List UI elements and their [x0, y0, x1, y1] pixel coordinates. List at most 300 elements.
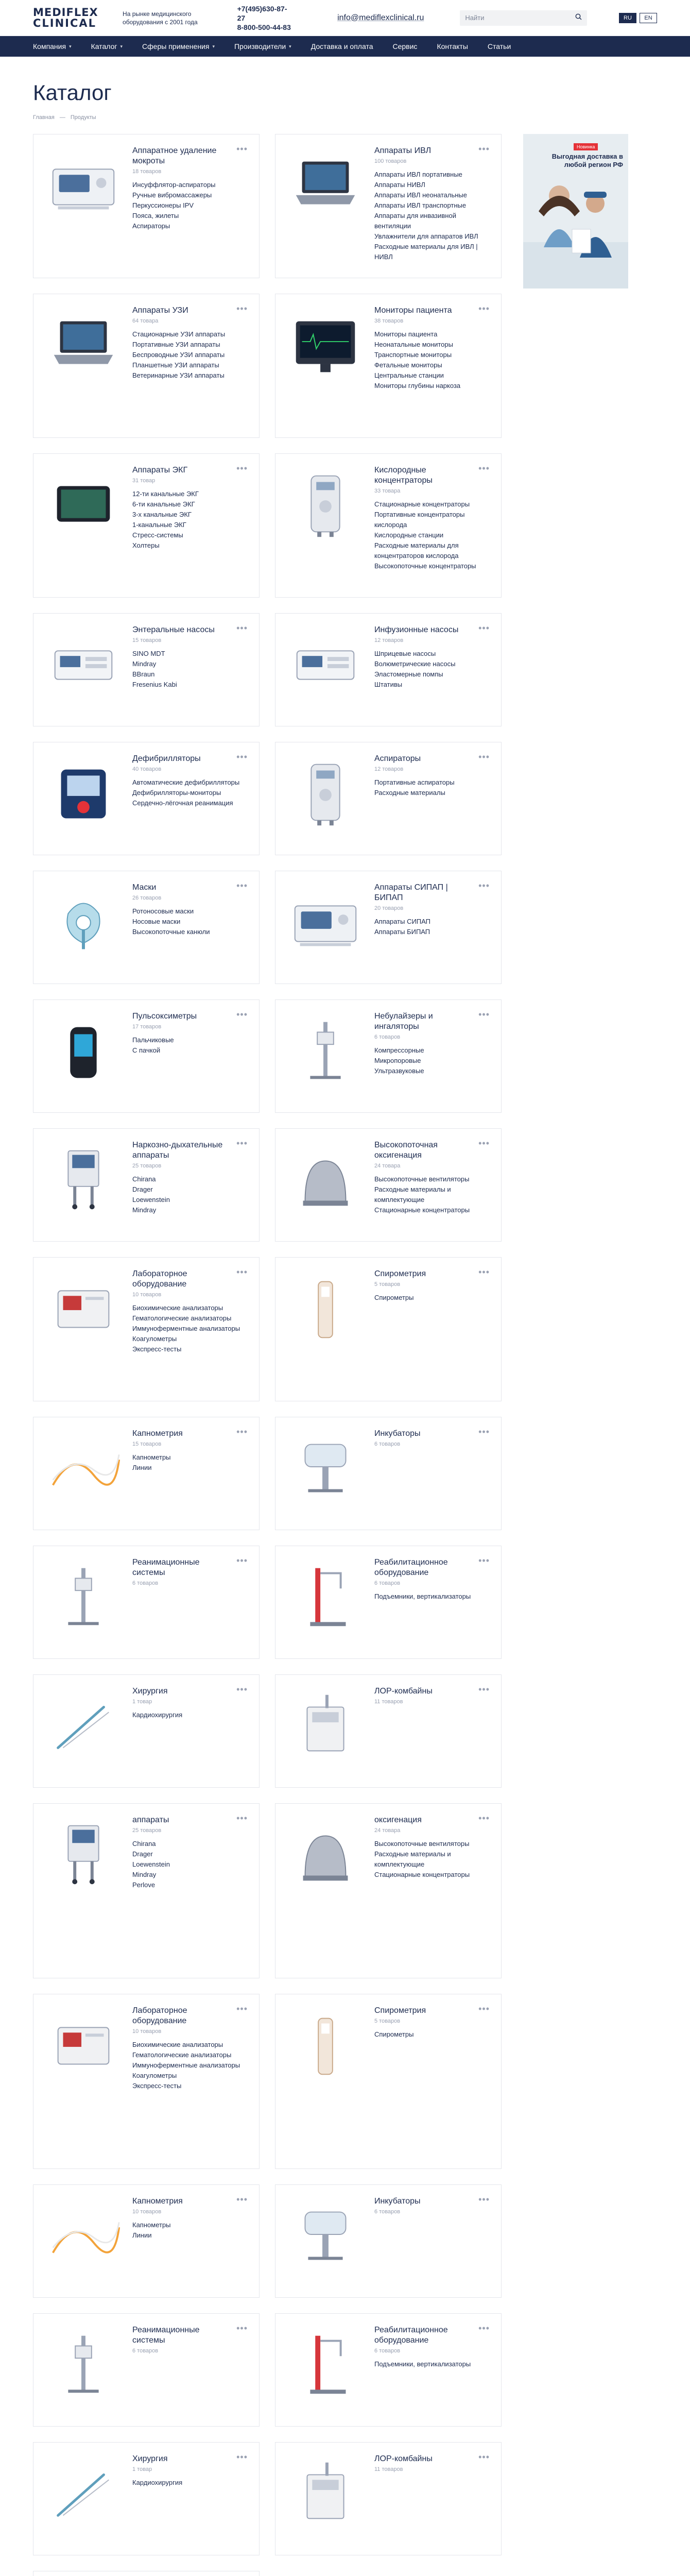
- more-options-icon[interactable]: •••: [236, 144, 248, 154]
- more-options-icon[interactable]: •••: [236, 623, 248, 633]
- category-card[interactable]: [275, 134, 502, 278]
- category-title[interactable]: аппараты: [132, 1816, 169, 1824]
- subcategory-link[interactable]: Высокопоточные концентраторы: [374, 562, 476, 570]
- subcategory-link[interactable]: Экспресс-тесты: [132, 1345, 182, 1353]
- subcategory-link[interactable]: Расходные материалы: [374, 789, 445, 796]
- subcategory-link[interactable]: Ротоносовые маски: [132, 907, 194, 915]
- category-title[interactable]: ЛОР-комбайны: [374, 1687, 433, 1696]
- category-title[interactable]: Инкубаторы: [374, 2197, 421, 2206]
- spirometer-icon[interactable]: [285, 1269, 366, 1346]
- category-card[interactable]: [33, 999, 260, 1113]
- subcategory-link[interactable]: Капнометры: [132, 1453, 171, 1461]
- category-card[interactable]: [33, 2442, 260, 2555]
- category-card[interactable]: [275, 1128, 502, 1242]
- subcategory-link[interactable]: Капнометры: [132, 2221, 171, 2229]
- category-title[interactable]: Капнометрия: [132, 2197, 183, 2206]
- more-options-icon[interactable]: •••: [236, 1684, 248, 1694]
- category-count: 24 товара: [374, 1163, 401, 1169]
- more-options-icon[interactable]: •••: [236, 303, 248, 314]
- subcategory-link[interactable]: Расходные материалы и комплектующие: [374, 1185, 451, 1204]
- category-card[interactable]: [33, 294, 260, 438]
- rehab-lift-icon[interactable]: [285, 1557, 366, 1635]
- category-title[interactable]: Реабилитационное оборудование: [374, 2326, 448, 2345]
- category-card[interactable]: [33, 613, 260, 726]
- subcategory-link[interactable]: Микропоровые: [374, 1057, 421, 1064]
- category-card[interactable]: [33, 2571, 260, 2576]
- category-count: 17 товаров: [132, 1024, 162, 1030]
- subcategory-link[interactable]: Перкуссионеры IPV: [132, 201, 194, 209]
- subcategory-link[interactable]: Loewenstein: [132, 1196, 170, 1204]
- subcategory-link[interactable]: Fresenius Kabi: [132, 681, 177, 688]
- category-card[interactable]: [33, 1546, 260, 1659]
- category-card[interactable]: [33, 1674, 260, 1788]
- incubator-icon[interactable]: [285, 2196, 366, 2274]
- subcategory-link[interactable]: Подъемники, вертикализаторы: [374, 1592, 471, 1600]
- more-options-icon[interactable]: •••: [478, 303, 490, 314]
- category-card[interactable]: [33, 1803, 260, 1978]
- category-title[interactable]: Спирометрия: [374, 2006, 426, 2015]
- subcategory-link[interactable]: Стационарные концентраторы: [374, 1206, 470, 1214]
- ent-unit-icon[interactable]: [285, 2454, 366, 2531]
- subcategory-link[interactable]: Стационарные концентраторы: [374, 500, 470, 508]
- subcategory-link[interactable]: Аспираторы: [132, 222, 170, 230]
- more-options-icon[interactable]: •••: [236, 2004, 248, 2014]
- subcategory-link[interactable]: Портативные концентраторы кислорода: [374, 511, 465, 529]
- subcategory-link[interactable]: Кислородные станции: [374, 531, 444, 539]
- surgery-icon[interactable]: [43, 1686, 124, 1764]
- category-count: 5 товаров: [374, 1281, 401, 1287]
- category-title[interactable]: Дефибрилляторы: [132, 754, 201, 763]
- subcategory-link[interactable]: Шприцевые насосы: [374, 650, 436, 657]
- lang-en-button[interactable]: EN: [640, 13, 657, 23]
- nav-item-label: Сферы применения: [142, 42, 210, 50]
- promo-banner[interactable]: [523, 134, 628, 289]
- category-card[interactable]: [275, 999, 502, 1113]
- chevron-down-icon: ▾: [120, 43, 123, 49]
- subcategory-list: [132, 1303, 250, 1354]
- category-title[interactable]: Наркозно-дыхательные аппараты: [132, 1141, 223, 1160]
- more-options-icon[interactable]: •••: [236, 880, 248, 891]
- category-title[interactable]: Капнометрия: [132, 1429, 183, 1438]
- subcategory-list: [374, 1045, 492, 1076]
- category-card[interactable]: [275, 871, 502, 984]
- category-title[interactable]: Аппаратное удаление мокроты: [132, 146, 217, 165]
- subcategory-link[interactable]: Холтеры: [132, 541, 160, 549]
- subcategory-link[interactable]: Инсуффлятор-аспираторы: [132, 181, 216, 189]
- more-options-icon[interactable]: •••: [478, 1138, 490, 1148]
- subcategory-link[interactable]: Пальчиковые: [132, 1036, 174, 1044]
- subcategory-link[interactable]: Центральные станции: [374, 371, 444, 379]
- category-card[interactable]: [33, 2184, 260, 2298]
- category-card[interactable]: [275, 1257, 502, 1401]
- category-title[interactable]: Реанимационные системы: [132, 2326, 200, 2345]
- category-card-body: [132, 306, 250, 426]
- category-card-body: [374, 1429, 492, 1518]
- category-title[interactable]: ЛОР-комбайны: [374, 2454, 433, 2463]
- subcategory-link[interactable]: Ручные вибромассажеры: [132, 191, 212, 199]
- category-card[interactable]: [275, 453, 502, 598]
- more-options-icon[interactable]: •••: [478, 463, 490, 473]
- subcategory-link[interactable]: Дефибрилляторы-мониторы: [132, 789, 221, 796]
- subcategory-link[interactable]: Штативы: [374, 681, 403, 688]
- category-card-body: [374, 1815, 492, 1967]
- subcategory-link[interactable]: 1-канальные ЭКГ: [132, 521, 186, 529]
- category-count: 38 товаров: [374, 318, 404, 324]
- subcategory-link[interactable]: Высокопоточные вентиляторы: [374, 1840, 470, 1848]
- language-switcher: [619, 13, 657, 23]
- subcategory-link[interactable]: Увлажнители для аппаратов ИВЛ: [374, 232, 478, 240]
- catalog-layout: [33, 134, 657, 2576]
- logo-line-2: CLINICAL: [33, 16, 97, 29]
- category-card[interactable]: [33, 1994, 260, 2169]
- resuscitation-stand-icon[interactable]: [285, 1011, 366, 1089]
- more-options-icon[interactable]: •••: [478, 1009, 490, 1020]
- subcategory-link[interactable]: 12-ти канальные ЭКГ: [132, 490, 199, 498]
- lab-analyzer-icon[interactable]: [43, 2006, 124, 2083]
- subcategory-link[interactable]: Иммуноферментные анализаторы: [132, 2061, 240, 2069]
- subcategory-link[interactable]: Аппараты ИВЛ неонатальные: [374, 191, 467, 199]
- subcategory-list: [132, 329, 250, 381]
- promo-badge: Новинка: [574, 143, 598, 150]
- category-card[interactable]: [275, 1803, 502, 1978]
- category-count: 10 товаров: [132, 2028, 162, 2035]
- defibrillator-icon[interactable]: [43, 754, 124, 831]
- infusion-pump-icon[interactable]: [285, 625, 366, 702]
- more-options-icon[interactable]: •••: [236, 1427, 248, 1437]
- concentrator-icon[interactable]: [285, 754, 366, 831]
- category-card[interactable]: [33, 1417, 260, 1530]
- search-icon[interactable]: [575, 13, 582, 23]
- category-card-body: [132, 1815, 250, 1967]
- subcategory-link[interactable]: Расходные материалы для ИВЛ | НИВЛ: [374, 243, 478, 261]
- capnometry-line-icon[interactable]: [43, 2196, 124, 2274]
- category-title[interactable]: Энтеральные насосы: [132, 625, 215, 634]
- subcategory-link[interactable]: Спирометры: [374, 2030, 414, 2038]
- subcategory-link[interactable]: Кардиохирургия: [132, 1711, 183, 1719]
- category-title[interactable]: Аппараты ИВЛ: [374, 146, 432, 155]
- more-options-icon[interactable]: •••: [236, 2194, 248, 2205]
- category-card[interactable]: [275, 1417, 502, 1530]
- surgery-icon[interactable]: [43, 2454, 124, 2531]
- nav-item-5[interactable]: [392, 42, 417, 50]
- category-card[interactable]: [33, 871, 260, 984]
- category-title[interactable]: Аппараты СИПАП | БИПАП: [374, 883, 448, 902]
- patient-monitor-icon[interactable]: [285, 306, 366, 383]
- category-card-body: [132, 1429, 250, 1518]
- category-title[interactable]: Пульсоксиметры: [132, 1012, 197, 1021]
- category-count: 12 товаров: [374, 637, 404, 643]
- nav-item-1[interactable]: [91, 42, 123, 50]
- subcategory-link[interactable]: Пояса, жилеты: [132, 212, 179, 219]
- subcategory-link[interactable]: Планшетные УЗИ аппараты: [132, 361, 219, 369]
- category-count: 11 товаров: [374, 2466, 403, 2472]
- concentrator-icon[interactable]: [285, 465, 366, 543]
- category-card-body: [132, 2006, 250, 2157]
- category-card-body: [132, 1140, 250, 1230]
- subcategory-list: [374, 777, 492, 798]
- category-card[interactable]: [33, 2313, 260, 2427]
- oxygen-device-icon[interactable]: [285, 1815, 366, 1892]
- subcategory-link[interactable]: Высокопоточные вентиляторы: [374, 1175, 470, 1183]
- category-title[interactable]: Кислородные концентраторы: [374, 466, 433, 485]
- category-title[interactable]: Небулайзеры и ингаляторы: [374, 1012, 433, 1031]
- subcategory-link[interactable]: Экспресс-тесты: [132, 2082, 182, 2090]
- category-title[interactable]: Лабораторное оборудование: [132, 1269, 187, 1289]
- site-header: [0, 0, 690, 57]
- more-options-icon[interactable]: •••: [236, 1813, 248, 1823]
- ultrasound-device-icon[interactable]: [285, 146, 366, 223]
- more-options-icon[interactable]: •••: [236, 2323, 248, 2333]
- subcategory-link[interactable]: Аппараты СИПАП: [374, 918, 431, 925]
- more-options-icon[interactable]: •••: [236, 463, 248, 473]
- subcategory-link[interactable]: Портативные УЗИ аппараты: [132, 341, 220, 348]
- category-grid: [33, 134, 502, 2576]
- subcategory-link[interactable]: Аппараты для инвазивной вентиляции: [374, 212, 456, 230]
- more-options-icon[interactable]: •••: [478, 1684, 490, 1694]
- more-options-icon[interactable]: •••: [478, 2194, 490, 2205]
- category-card[interactable]: [275, 2313, 502, 2427]
- oxygen-device-icon[interactable]: [285, 1140, 366, 1217]
- subcategory-link[interactable]: Сердечно-лёгочная реанимация: [132, 799, 233, 807]
- spirometer-icon[interactable]: [285, 2006, 366, 2083]
- subcategory-list: [132, 489, 250, 551]
- capnometry-line-icon[interactable]: [43, 1429, 124, 1506]
- more-options-icon[interactable]: •••: [478, 144, 490, 154]
- more-options-icon[interactable]: •••: [478, 1555, 490, 1566]
- subcategory-link[interactable]: Аппараты ИВЛ портативные: [374, 171, 462, 178]
- subcategory-link[interactable]: Chirana: [132, 1175, 156, 1183]
- category-card-body: [374, 1011, 492, 1101]
- header-email-link[interactable]: info@mediflexclinical.ru: [337, 13, 424, 22]
- category-card[interactable]: [275, 613, 502, 726]
- nav-item-2[interactable]: [142, 42, 215, 50]
- anesthesia-cart-icon[interactable]: [43, 1815, 124, 1892]
- top-bar: [0, 0, 690, 36]
- subcategory-link[interactable]: Биохимические анализаторы: [132, 2041, 223, 2048]
- more-options-icon[interactable]: •••: [236, 1267, 248, 1277]
- subcategory-link[interactable]: С пачкой: [132, 1046, 161, 1054]
- subcategory-link[interactable]: Высокопоточные канюли: [132, 928, 210, 936]
- subcategory-link[interactable]: Ветеринарные УЗИ аппараты: [132, 371, 225, 379]
- category-title[interactable]: оксигенация: [374, 1816, 422, 1824]
- category-count: 18 товаров: [132, 168, 162, 175]
- category-count: 1 товар: [132, 1699, 152, 1705]
- subcategory-link[interactable]: Носовые маски: [132, 918, 181, 925]
- pulse-oximeter-icon[interactable]: [43, 1011, 124, 1089]
- subcategory-link[interactable]: Perlove: [132, 1881, 156, 1889]
- subcategory-link[interactable]: Mindray: [132, 1206, 157, 1214]
- category-card[interactable]: [275, 294, 502, 438]
- subcategory-link[interactable]: Компрессорные: [374, 1046, 424, 1054]
- ent-unit-icon[interactable]: [285, 1686, 366, 1764]
- subcategory-link[interactable]: Транспортные мониторы: [374, 351, 452, 359]
- category-title[interactable]: Аппараты УЗИ: [132, 306, 188, 315]
- category-title[interactable]: Реабилитационное оборудование: [374, 1558, 448, 1577]
- subcategory-link[interactable]: Неонатальные мониторы: [374, 341, 453, 348]
- more-options-icon[interactable]: •••: [478, 1813, 490, 1823]
- subcategory-link[interactable]: Стационарные концентраторы: [374, 1871, 470, 1878]
- subcategory-link[interactable]: Подъемники, вертикализаторы: [374, 2360, 471, 2368]
- subcategory-link[interactable]: Беспроводные УЗИ аппараты: [132, 351, 225, 359]
- category-title[interactable]: Спирометрия: [374, 1269, 426, 1278]
- category-title[interactable]: Аспираторы: [374, 754, 421, 763]
- category-title[interactable]: Хирургия: [132, 1687, 168, 1696]
- subcategory-link[interactable]: Гематологические анализаторы: [132, 2051, 232, 2059]
- category-card[interactable]: [33, 1257, 260, 1401]
- category-card[interactable]: [33, 1128, 260, 1242]
- subcategory-link[interactable]: Портативные аспираторы: [374, 778, 455, 786]
- nav-item-4[interactable]: [311, 42, 373, 50]
- tagline: На рынке медицинского оборудования с 2001 года: [123, 10, 198, 26]
- subcategory-link[interactable]: SINO MDT: [132, 650, 165, 657]
- nav-item-7[interactable]: [488, 42, 511, 50]
- category-card[interactable]: [33, 134, 260, 278]
- breadcrumb-current[interactable]: Продукты: [70, 114, 96, 121]
- category-card[interactable]: [275, 742, 502, 855]
- category-card[interactable]: [33, 742, 260, 855]
- anesthesia-cart-icon[interactable]: [43, 1140, 124, 1217]
- nav-item-0[interactable]: [33, 42, 72, 50]
- subcategory-link[interactable]: Линии: [132, 1464, 152, 1471]
- category-card-body: [132, 754, 250, 843]
- category-card[interactable]: [275, 1546, 502, 1659]
- category-title[interactable]: Маски: [132, 883, 157, 892]
- more-options-icon[interactable]: •••: [478, 1267, 490, 1277]
- lab-analyzer-icon[interactable]: [43, 1269, 124, 1346]
- subcategory-link[interactable]: Коагулометры: [132, 1335, 177, 1343]
- logo[interactable]: [33, 7, 100, 29]
- category-count: 11 товаров: [374, 1699, 403, 1705]
- infusion-pump-icon[interactable]: [43, 625, 124, 702]
- subcategory-link[interactable]: Коагулометры: [132, 2072, 177, 2079]
- mask-icon[interactable]: [43, 883, 124, 960]
- subcategory-link[interactable]: Кардиохирургия: [132, 2479, 183, 2486]
- search-input[interactable]: [465, 14, 575, 22]
- more-options-icon[interactable]: •••: [478, 2004, 490, 2014]
- subcategory-link[interactable]: Стационарные УЗИ аппараты: [132, 330, 226, 338]
- subcategory-link[interactable]: Аппараты ИВЛ транспортные: [374, 201, 467, 209]
- subcategory-link[interactable]: Chirana: [132, 1840, 156, 1848]
- more-options-icon[interactable]: •••: [236, 1555, 248, 1566]
- subcategory-link[interactable]: Эластомерные помпы: [374, 670, 443, 678]
- subcategory-link[interactable]: 3-х канальные ЭКГ: [132, 511, 192, 518]
- category-count: 64 товара: [132, 318, 159, 324]
- subcategory-link[interactable]: Гематологические анализаторы: [132, 1314, 232, 1322]
- subcategory-link[interactable]: Mindray: [132, 1871, 157, 1878]
- subcategory-link[interactable]: Ультразвуковые: [374, 1067, 424, 1075]
- subcategory-link[interactable]: Волюметрические насосы: [374, 660, 456, 668]
- category-card-body: [132, 1269, 250, 1389]
- category-title[interactable]: Хирургия: [132, 2454, 168, 2463]
- rehab-lift-icon[interactable]: [285, 2325, 366, 2402]
- subcategory-link[interactable]: 6-ти канальные ЭКГ: [132, 500, 195, 508]
- category-count: 6 товаров: [374, 1034, 401, 1040]
- breadcrumb-home[interactable]: Главная: [33, 114, 55, 121]
- more-options-icon[interactable]: •••: [478, 623, 490, 633]
- breadcrumb: [33, 114, 657, 121]
- subcategory-link[interactable]: Фетальные мониторы: [374, 361, 442, 369]
- category-card[interactable]: [33, 453, 260, 598]
- category-title[interactable]: Реанимационные системы: [132, 1558, 200, 1577]
- ecg-device-icon[interactable]: [43, 465, 124, 543]
- ultrasound-device-icon[interactable]: [43, 306, 124, 383]
- more-options-icon[interactable]: •••: [478, 1427, 490, 1437]
- subcategory-link[interactable]: Расходные материалы для концентраторов кислорода: [374, 541, 459, 560]
- category-card[interactable]: [275, 2184, 502, 2298]
- more-options-icon[interactable]: •••: [236, 752, 248, 762]
- more-options-icon[interactable]: •••: [236, 1009, 248, 1020]
- category-card-body: [132, 625, 250, 715]
- medical-device-icon[interactable]: [285, 883, 366, 960]
- subcategory-link[interactable]: Аппараты БИПАП: [374, 928, 430, 936]
- subcategory-link[interactable]: Линии: [132, 2231, 152, 2239]
- more-options-icon[interactable]: •••: [236, 1138, 248, 1148]
- incubator-icon[interactable]: [285, 1429, 366, 1506]
- nav-item-6[interactable]: [437, 42, 468, 50]
- subcategory-link[interactable]: Иммуноферментные анализаторы: [132, 1325, 240, 1332]
- category-title[interactable]: Лабораторное оборудование: [132, 2006, 187, 2025]
- subcategory-link[interactable]: Loewenstein: [132, 1860, 170, 1868]
- category-card-body: [374, 146, 492, 266]
- more-options-icon[interactable]: •••: [478, 752, 490, 762]
- category-count: 26 товаров: [132, 895, 162, 901]
- subcategory-list: [374, 2359, 492, 2369]
- more-options-icon[interactable]: •••: [478, 880, 490, 891]
- resuscitation-stand-icon[interactable]: [43, 1557, 124, 1635]
- subcategory-link[interactable]: Мониторы глубины наркоза: [374, 382, 461, 389]
- category-card-body: [132, 2325, 250, 2415]
- subcategory-link[interactable]: Мониторы пациента: [374, 330, 438, 338]
- subcategory-link[interactable]: Биохимические анализаторы: [132, 1304, 223, 1312]
- subcategory-link[interactable]: Mindray: [132, 660, 157, 668]
- category-card-body: [374, 306, 492, 426]
- category-card[interactable]: [275, 2442, 502, 2555]
- more-options-icon[interactable]: •••: [478, 2323, 490, 2333]
- subcategory-link[interactable]: Автоматические дефибрилляторы: [132, 778, 240, 786]
- category-title[interactable]: Инфузионные насосы: [374, 625, 459, 634]
- subcategory-link[interactable]: Расходные материалы и комплектующие: [374, 1850, 451, 1868]
- category-title[interactable]: Мониторы пациента: [374, 306, 452, 315]
- nav-item-label: Производители: [234, 42, 286, 50]
- subcategory-link[interactable]: Аппараты НИВЛ: [374, 181, 425, 189]
- category-title[interactable]: Инкубаторы: [374, 1429, 421, 1438]
- subcategory-list: [132, 1839, 250, 1890]
- resuscitation-stand-icon[interactable]: [43, 2325, 124, 2402]
- more-options-icon[interactable]: •••: [478, 2452, 490, 2462]
- medical-device-icon[interactable]: [43, 146, 124, 223]
- category-count: 40 товаров: [132, 766, 162, 772]
- subcategory-list: [132, 777, 250, 808]
- chevron-down-icon: ▾: [212, 43, 215, 49]
- subcategory-link[interactable]: Drager: [132, 1850, 153, 1858]
- more-options-icon[interactable]: •••: [236, 2452, 248, 2462]
- subcategory-link[interactable]: Стресс-системы: [132, 531, 183, 539]
- category-card[interactable]: [275, 1674, 502, 1788]
- category-title[interactable]: Высокопоточная оксигенация: [374, 1141, 438, 1160]
- category-title[interactable]: Аппараты ЭКГ: [132, 466, 188, 474]
- lang-ru-button[interactable]: RU: [619, 13, 636, 23]
- subcategory-link[interactable]: Спирометры: [374, 1294, 414, 1301]
- category-card-body: [132, 1011, 250, 1101]
- nav-item-3[interactable]: [234, 42, 291, 50]
- phone-secondary[interactable]: 8-800-500-44-83: [237, 23, 291, 31]
- nav-item-label: Доставка и оплата: [310, 42, 373, 50]
- category-card[interactable]: [275, 1994, 502, 2169]
- subcategory-link[interactable]: Drager: [132, 1185, 153, 1193]
- subcategory-list: [132, 180, 250, 231]
- phone-primary[interactable]: +7(495)630-87-27: [237, 4, 287, 22]
- subcategory-link[interactable]: BBraun: [132, 670, 155, 678]
